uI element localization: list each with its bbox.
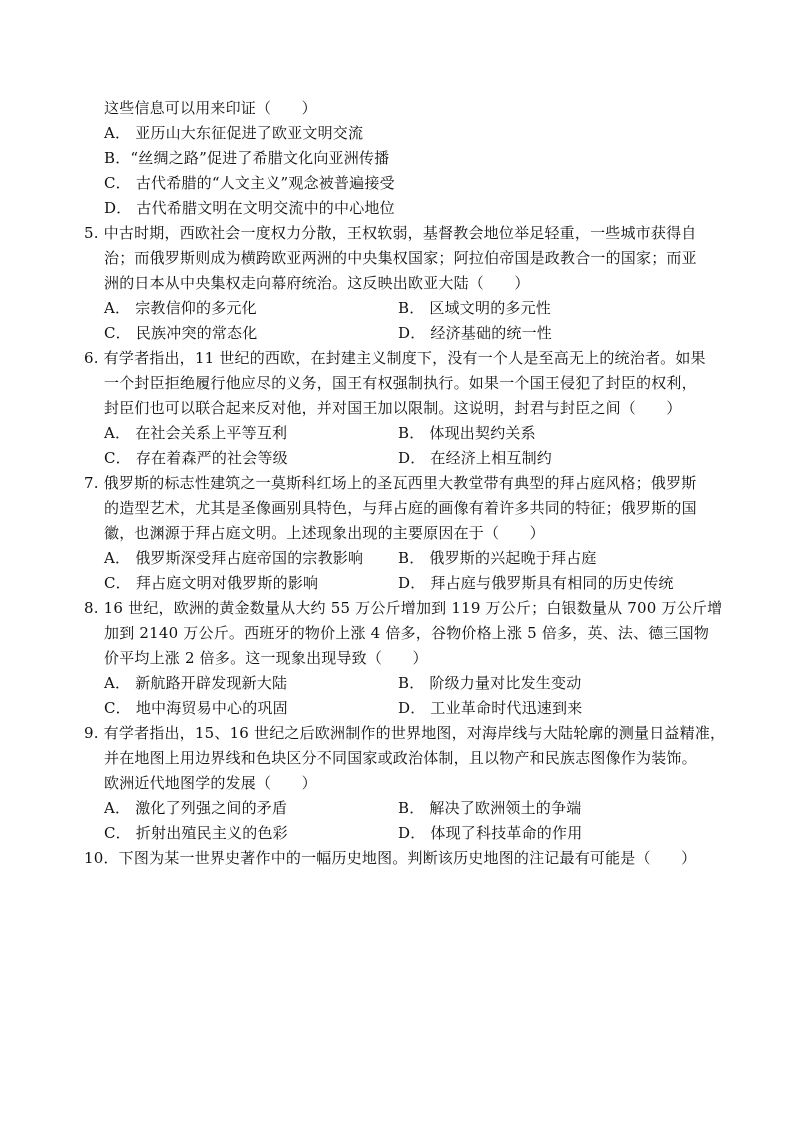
q6-option-a[interactable]: A． 在社会关系上平等互利: [104, 424, 288, 442]
q5-option-c[interactable]: C． 民族冲突的常态化: [104, 324, 258, 342]
q4-option-c[interactable]: C． 古代希腊的“人文主义”观念被普遍接受: [104, 174, 395, 192]
q6-stem-line-1: 6. 有学者指出，11 世纪的西欧，在封建主义制度下，没有一个人是至高无上的统治者。如果: [84, 349, 706, 367]
q8-option-d[interactable]: D． 工业革命时代迅速到来: [398, 699, 583, 717]
q8-option-a[interactable]: A． 新航路开辟发现新大陆: [104, 674, 288, 692]
q8-stem-line-2: 加到 2140 万公斤。西班牙的物价上涨 4 倍多，谷物价格上涨 5 倍多，英、法、德三国物: [104, 624, 710, 642]
q7-stem-line-1: 7. 俄罗斯的标志性建筑之一莫斯科红场上的圣瓦西里大教堂带有典型的拜占庭风格；俄罗斯: [84, 474, 697, 492]
q5-stem-line-3: 洲的日本从中央集权走向幕府统治。这反映出欧亚大陆（ ）: [104, 274, 530, 292]
q5-stem-line-2: 治；而俄罗斯则成为横跨欧亚两洲的中央集权国家；阿拉伯帝国是政教合一的国家；而亚: [104, 249, 697, 267]
q7-option-a[interactable]: A． 俄罗斯深受拜占庭帝国的宗教影响: [104, 549, 364, 567]
q8-option-c[interactable]: C． 地中海贸易中心的巩固: [104, 699, 288, 717]
q4-option-b[interactable]: B．“丝绸之路”促进了希腊文化向亚洲传播: [104, 149, 390, 167]
q9-option-b[interactable]: B． 解决了欧洲领土的争端: [398, 799, 582, 817]
q8-stem-line-1: 8. 16 世纪，欧洲的黄金数量从大约 55 万公斤增加到 119 万公斤；白银数量从 700 万公斤增: [84, 599, 723, 617]
q7-stem-line-3: 徽，也渊源于拜占庭文明。上述现象出现的主要原因在于（ ）: [104, 524, 545, 542]
q6-option-b[interactable]: B． 体现出契约关系: [398, 424, 536, 442]
q9-option-a[interactable]: A． 激化了列强之间的矛盾: [104, 799, 288, 817]
q6-stem-line-3: 封臣们也可以联合起来反对他，并对国王加以限制。这说明，封君与封臣之间（ ）: [104, 399, 682, 417]
q9-stem-line-2: 并在地图上用边界线和色块区分不同国家或政治体制，且以物产和民族志图像作为装饰。: [104, 749, 697, 767]
q7-stem-line-2: 的造型艺术，尤其是圣像画别具特色，与拜占庭的画像有着许多共同的特征；俄罗斯的国: [104, 499, 697, 517]
q9-option-c[interactable]: C． 折射出殖民主义的色彩: [104, 824, 288, 842]
q6-option-d[interactable]: D． 在经济上相互制约: [398, 449, 552, 467]
q5-option-b[interactable]: B． 区域文明的多元性: [398, 299, 551, 317]
q7-option-b[interactable]: B． 俄罗斯的兴起晚于拜占庭: [398, 549, 597, 567]
q7-option-d[interactable]: D． 拜占庭与俄罗斯具有相同的历史传统: [398, 574, 674, 592]
q5-option-a[interactable]: A． 宗教信仰的多元化: [104, 299, 257, 317]
q4-stem-tail: 这些信息可以用来印证（ ）: [104, 99, 317, 117]
q4-option-d[interactable]: D． 古代希腊文明在文明交流中的中心地位: [104, 199, 395, 217]
q7-option-c[interactable]: C． 拜占庭文明对俄罗斯的影响: [104, 574, 319, 592]
q6-stem-line-2: 一个封臣拒绝履行他应尽的义务，国王有权强制执行。如果一个国王侵犯了封臣的权利，: [104, 374, 697, 392]
q10-stem-line-1: 10．下图为某一世界史著作中的一幅历史地图。判断该历史地图的注记最有可能是（ ）: [84, 849, 697, 867]
q4-option-a[interactable]: A． 亚历山大东征促进了欧亚文明交流: [104, 124, 364, 142]
q5-stem-line-1: 5. 中古时期，西欧社会一度权力分散，王权软弱，基督教会地位举足轻重，一些城市获得自: [84, 224, 697, 242]
q6-option-c[interactable]: C． 存在着森严的社会等级: [104, 449, 288, 467]
q9-stem-line-3: 欧洲近代地图学的发展（ ）: [104, 774, 317, 792]
q8-stem-line-3: 价平均上涨 2 倍多。这一现象出现导致（ ）: [104, 649, 428, 667]
q9-stem-line-1: 9. 有学者指出，15、16 世纪之后欧洲制作的世界地图，对海岸线与大陆轮廓的测量日益精准，: [84, 724, 726, 742]
q5-option-d[interactable]: D． 经济基础的统一性: [398, 324, 552, 342]
q8-option-b[interactable]: B． 阶级力量对比发生变动: [398, 674, 582, 692]
q9-option-d[interactable]: D． 体现了科技革命的作用: [398, 824, 583, 842]
